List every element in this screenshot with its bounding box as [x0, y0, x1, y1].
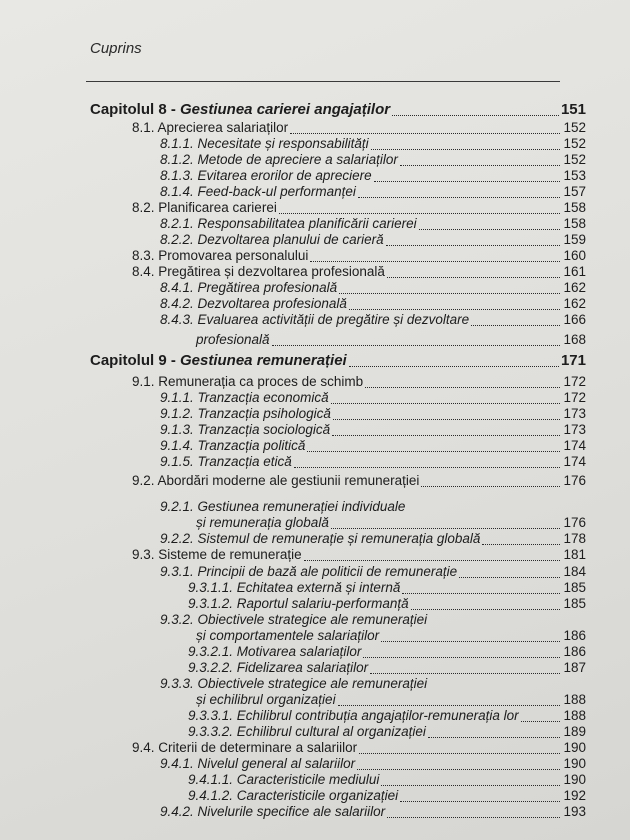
toc-entry-title: 8.4. Pregătirea și dezvoltarea profesională — [132, 264, 385, 279]
toc-entry-title: 9.1.4. Tranzacția politică — [160, 438, 306, 453]
toc-entry-title: 9.2.2. Sistemul de remunerație și remunerația globală — [160, 531, 481, 546]
toc-page-number: 161 — [563, 264, 586, 279]
toc-page-number: 152 — [563, 136, 586, 151]
toc-page-number: 171 — [560, 352, 586, 369]
toc-page-number: 188 — [563, 692, 586, 707]
toc-page-number: 152 — [563, 120, 586, 135]
toc-leader-dots — [411, 596, 560, 610]
toc-leader-dots — [331, 390, 560, 404]
toc-page-number: 173 — [563, 406, 586, 421]
toc-entry-title: 9.3.3.1. Echilibrul contribuția angajaților-remunerația lor — [188, 708, 519, 723]
toc-page-number: 190 — [563, 740, 586, 755]
toc-leader-dots — [482, 531, 560, 545]
toc-entry — [132, 471, 586, 489]
toc-leader-dots — [381, 772, 560, 786]
toc-page-number: 186 — [563, 628, 586, 643]
toc-page-number: 160 — [563, 248, 586, 263]
toc-entry-title: 8.1.3. Evitarea erorilor de apreciere — [160, 168, 372, 183]
toc-entry-title: 9.4.1.1. Caracteristicile mediului — [188, 772, 380, 787]
toc-page-number: 192 — [563, 788, 586, 803]
toc-entry-title: 9.3. Sisteme de remunerație — [132, 547, 302, 562]
toc-entry-title: 9.3.1.2. Raportul salariu-performanță — [188, 596, 409, 611]
toc-leader-dots — [358, 184, 560, 198]
toc-entry-title: 9.2. Abordări moderne ale gestiunii remunerației — [132, 473, 420, 488]
page-header-title: Cuprins — [90, 40, 142, 57]
toc-entry — [160, 802, 586, 820]
toc-page-number: 168 — [563, 332, 586, 347]
toc-leader-dots — [392, 102, 559, 116]
toc-page-number: 176 — [563, 515, 586, 530]
toc-entry-title: 9.4.2. Nivelurile specifice ale salariilor — [160, 804, 386, 819]
toc-entry — [160, 452, 586, 470]
toc-entry-title: 9.2.1. Gestiunea remunerației individuale — [160, 499, 406, 514]
toc-leader-dots — [371, 136, 560, 150]
toc-entry-title: 9.4. Criterii de determinare a salariilor — [132, 740, 358, 755]
toc-leader-dots — [419, 216, 560, 230]
toc-leader-dots — [407, 499, 560, 513]
toc-entry-title: 8.4.3. Evaluarea activității de pregătire și dezvoltare — [160, 312, 470, 327]
toc-page-number: 173 — [563, 422, 586, 437]
toc-page-number: 184 — [563, 564, 586, 579]
toc-entry-title: 8.1.4. Feed-back-ul performanței — [160, 184, 356, 199]
toc-page-number: 157 — [563, 184, 586, 199]
toc-entry-title: 8.2. Planificarea carierei — [132, 200, 277, 215]
toc-leader-dots — [304, 547, 560, 561]
toc-leader-dots — [381, 628, 560, 642]
toc-page-number: 162 — [563, 280, 586, 295]
toc-entry-title: 9.3.3.2. Echilibrul cultural al organizației — [188, 724, 426, 739]
toc-chapter-entry — [90, 349, 586, 369]
toc-leader-dots — [332, 422, 560, 436]
toc-leader-dots — [429, 612, 560, 626]
toc-leader-dots — [349, 296, 560, 310]
toc-leader-dots — [400, 152, 560, 166]
toc-entry-title: 9.3.3. Obiectivele strategice ale remunerației — [160, 676, 428, 691]
toc-page-number: 151 — [560, 101, 586, 118]
toc-page-number: 172 — [563, 390, 586, 405]
toc-leader-dots — [374, 168, 560, 182]
toc-leader-dots — [272, 332, 560, 346]
toc-entry — [196, 330, 586, 348]
toc-entry-title: și comportamentele salariaților — [196, 628, 380, 643]
toc-leader-dots — [290, 120, 560, 134]
toc-entry — [160, 310, 586, 328]
toc-entry-title: 8.1.2. Metode de apreciere a salariaților — [160, 152, 398, 167]
toc-page-number: 158 — [563, 216, 586, 231]
toc-page-number: 188 — [563, 708, 586, 723]
toc-page-number: 176 — [563, 473, 586, 488]
toc-leader-dots — [459, 564, 560, 578]
toc-leader-dots — [349, 353, 559, 367]
toc-page-number: 190 — [563, 772, 586, 787]
toc-page-number: 153 — [563, 168, 586, 183]
toc-entry-title: 8.2.1. Responsabilitatea planificării carierei — [160, 216, 417, 231]
toc-entry-title: 8.2.2. Dezvoltarea planului de carieră — [160, 232, 384, 247]
toc-leader-dots — [387, 804, 560, 818]
toc-leader-dots — [400, 788, 560, 802]
toc-page-number: 174 — [563, 454, 586, 469]
toc-leader-dots — [402, 580, 560, 594]
toc-page-number: 185 — [563, 580, 586, 595]
toc-chapter-entry — [90, 98, 586, 118]
toc-leader-dots — [279, 200, 560, 214]
toc-leader-dots — [363, 644, 560, 658]
toc-entry-title: 9.1.1. Tranzacția economică — [160, 390, 329, 405]
toc-entry-title: 9.1.2. Tranzacția psihologică — [160, 406, 331, 421]
toc-entry-title: Capitolul 9 - Gestiunea remunerației — [90, 352, 347, 369]
toc-entry-title: 8.3. Promovarea personalului — [132, 248, 309, 263]
toc-entry-title: profesională — [196, 332, 270, 347]
toc-entry-title: 9.3.1. Principii de bază ale politicii de remunerație — [160, 564, 458, 579]
toc-entry-title: 9.1.5. Tranzacția etică — [160, 454, 292, 469]
toc-entry-title: 9.3.2.2. Fidelizarea salariaților — [188, 660, 369, 675]
toc-leader-dots — [333, 406, 560, 420]
toc-entry-title: 9.1. Remunerația ca proces de schimb — [132, 374, 364, 389]
toc-entry-title: 8.4.1. Pregătirea profesională — [160, 280, 338, 295]
toc-page-number: 193 — [563, 804, 586, 819]
toc-entry-title: și echilibrul organizației — [196, 692, 336, 707]
toc-page-number: 166 — [563, 312, 586, 327]
toc-page-number: 187 — [563, 660, 586, 675]
toc-leader-dots — [359, 740, 560, 754]
toc-entry-title: 9.3.2. Obiectivele strategice ale remunerației — [160, 612, 428, 627]
toc-leader-dots — [310, 248, 560, 262]
toc-leader-dots — [294, 454, 560, 468]
toc-leader-dots — [386, 232, 560, 246]
toc-page-number: 189 — [563, 724, 586, 739]
toc-leader-dots — [471, 312, 560, 326]
toc-page-number: 152 — [563, 152, 586, 167]
toc-entry — [132, 545, 586, 563]
toc-page-number: 174 — [563, 438, 586, 453]
toc-entry-title: 8.1.1. Necesitate și responsabilități — [160, 136, 369, 151]
toc-entry-title: 8.4.2. Dezvoltarea profesională — [160, 296, 347, 311]
toc-entry-title: 9.4.1.2. Caracteristicile organizației — [188, 788, 399, 803]
toc-leader-dots — [521, 708, 560, 722]
toc-leader-dots — [338, 692, 560, 706]
toc-page-number: 178 — [563, 531, 586, 546]
toc-leader-dots — [357, 756, 560, 770]
toc-page-number: 190 — [563, 756, 586, 771]
toc-entry-title: și remunerația globală — [196, 515, 329, 530]
toc-page-number: 185 — [563, 596, 586, 611]
toc-entry-title: 9.3.2.1. Motivarea salariaților — [188, 644, 362, 659]
toc-leader-dots — [339, 280, 560, 294]
toc-leader-dots — [370, 660, 560, 674]
toc-leader-dots — [428, 724, 560, 738]
toc-page-number: 158 — [563, 200, 586, 215]
toc-entry-title: 9.3.1.1. Echitatea externă și internă — [188, 580, 401, 595]
toc-leader-dots — [331, 515, 560, 529]
toc-leader-dots — [421, 473, 560, 487]
toc-leader-dots — [307, 438, 560, 452]
toc-page-number: 172 — [563, 374, 586, 389]
toc-leader-dots — [365, 374, 560, 388]
toc-page-number: 186 — [563, 644, 586, 659]
toc-entry-title: 9.4.1. Nivelul general al salariilor — [160, 756, 356, 771]
toc-entry-title: Capitolul 8 - Gestiunea carierei angajaților — [90, 101, 391, 118]
toc-page-number: 181 — [563, 547, 586, 562]
toc-page-number: 162 — [563, 296, 586, 311]
toc-page-number: 159 — [563, 232, 586, 247]
toc-entry-title: 9.1.3. Tranzacția sociologică — [160, 422, 331, 437]
toc-leader-dots — [429, 676, 560, 690]
toc-entry-title: 8.1. Aprecierea salariaților — [132, 120, 289, 135]
toc-leader-dots — [387, 264, 560, 278]
